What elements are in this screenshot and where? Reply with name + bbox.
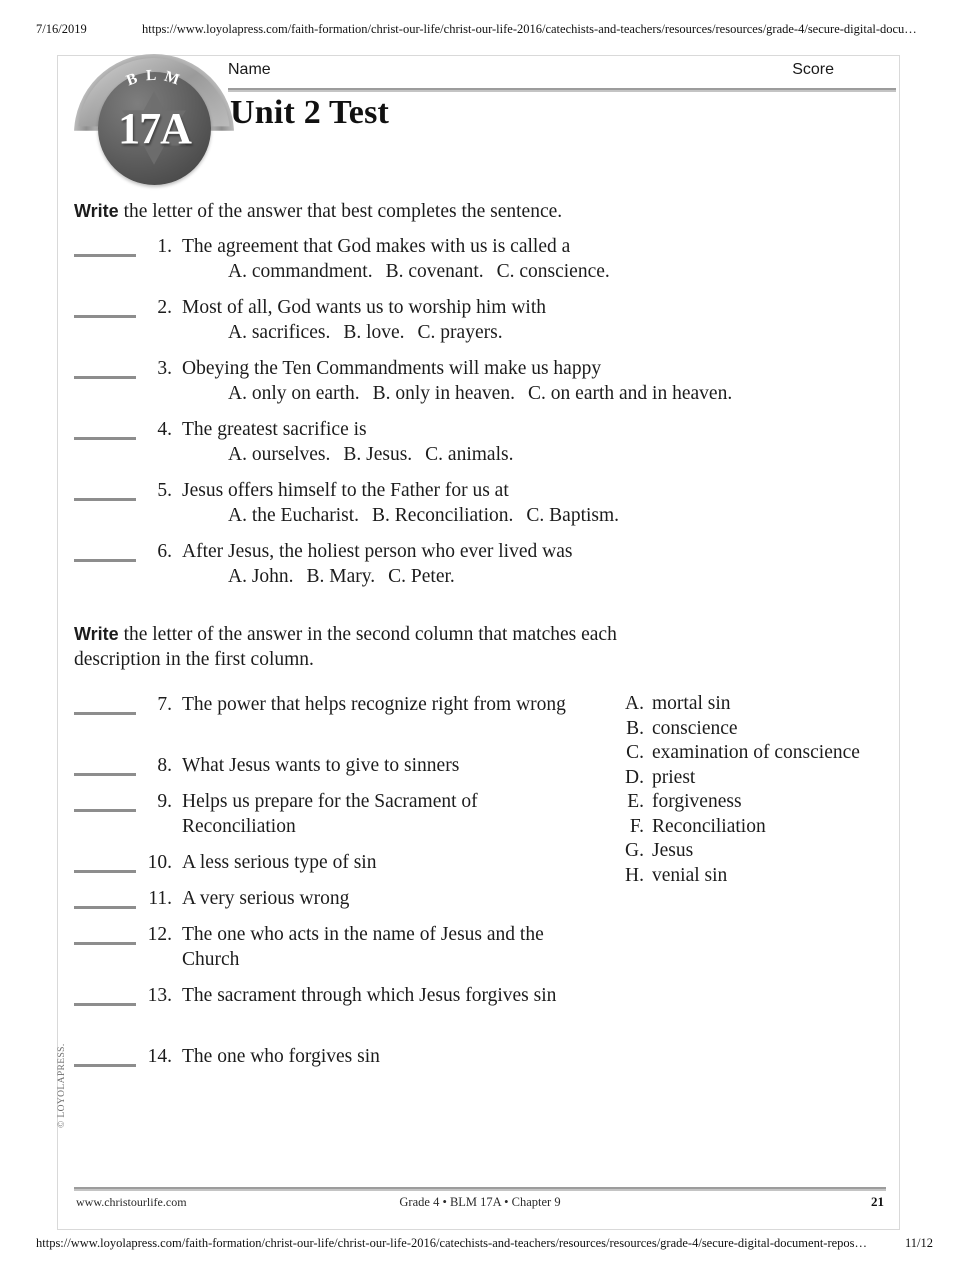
answer-bank-item[interactable]: [618, 741, 893, 766]
question-body: [182, 295, 546, 345]
question-number: 10.: [147, 852, 172, 873]
footer-rule: [74, 1187, 886, 1191]
blm-badge-logo: [74, 54, 234, 174]
question-row: [74, 478, 619, 528]
print-header-url: https://www.loyolapress.com/faith-formation/christ-our-life/christ-our-life-2016/catechists-and-teachers/resources/resources/grade-4/secure-digital-docu…: [142, 22, 917, 36]
question-stem: The one who forgives sin: [182, 1046, 380, 1067]
question-choices: [228, 381, 732, 406]
copyright-notice: © LOYOLAPRESS.: [57, 1043, 67, 1128]
question-stem: Most of all, God wants us to worship him with: [182, 297, 546, 318]
question-stem: A less serious type of sin: [182, 852, 377, 873]
answer-bank-letter: D.: [625, 766, 644, 788]
matching-row: [74, 753, 604, 778]
question-row: [74, 295, 546, 345]
question-number: 12.: [147, 924, 172, 945]
answer-bank-letter: G.: [625, 840, 644, 861]
question-number: 9.: [157, 791, 172, 812]
choice-option[interactable]: B. love.: [343, 322, 405, 343]
question-number: 5.: [157, 480, 172, 501]
answer-blank-line[interactable]: [74, 436, 136, 440]
name-score-bar: [228, 61, 896, 95]
question-stem: Jesus offers himself to the Father for us at: [182, 480, 509, 501]
header-rule: [228, 88, 896, 92]
answer-blank-line[interactable]: [74, 869, 136, 873]
worksheet-page: [57, 55, 900, 1230]
question-stem: What Jesus wants to give to sinners: [182, 755, 460, 776]
choice-option[interactable]: C. Peter.: [388, 566, 455, 587]
question-stem: Helps us prepare for the Sacrament of Reconciliation: [182, 791, 478, 837]
question-body: [182, 539, 572, 589]
question-number: 1.: [157, 236, 172, 257]
answer-bank-text: Reconciliation: [652, 815, 766, 837]
answer-bank-letter: E.: [627, 791, 644, 812]
question-choices: [228, 503, 619, 528]
question-choices: [228, 442, 513, 467]
matching-row: [74, 692, 604, 717]
question-number: 3.: [157, 358, 172, 379]
question-body: [182, 356, 732, 406]
badge-number: 17A: [118, 104, 191, 153]
question-number: 8.: [157, 755, 172, 776]
question-choices: [228, 259, 610, 284]
question-number: 6.: [157, 541, 172, 562]
answer-blank-line[interactable]: [74, 1002, 136, 1006]
answer-bank-item[interactable]: [618, 864, 893, 889]
print-footer-page: 11/12: [905, 1236, 934, 1250]
answer-bank-item[interactable]: [618, 692, 893, 717]
question-stem: The one who acts in the name of Jesus and the Church: [182, 924, 544, 970]
answer-blank-line[interactable]: [74, 497, 136, 501]
matching-row: [74, 1044, 604, 1069]
worksheet-footer: [74, 1187, 886, 1213]
browser-print-footer: [0, 1236, 979, 1254]
choice-option[interactable]: A. sacrifices.: [228, 322, 331, 343]
choice-option[interactable]: C. prayers.: [417, 322, 503, 343]
matching-row: [74, 886, 604, 911]
question-stem: The power that helps recognize right from wrong: [182, 694, 566, 715]
choice-option[interactable]: A. commandment.: [228, 261, 373, 282]
question-stem: The agreement that God makes with us is called a: [182, 236, 571, 257]
answer-bank-item[interactable]: [618, 717, 893, 742]
answer-bank-item[interactable]: [618, 815, 893, 840]
question-number: 2.: [157, 297, 172, 318]
matching-row: [74, 922, 604, 972]
badge-arc-label: B L M: [124, 66, 184, 90]
print-date: 7/16/2019: [36, 22, 87, 36]
answer-blank-line[interactable]: [74, 253, 136, 257]
browser-print-header: [0, 22, 979, 40]
answer-bank-text: Jesus: [652, 840, 694, 861]
answer-bank-text: examination of conscience: [652, 742, 860, 763]
question-row: [74, 356, 732, 406]
score-label: Score: [792, 61, 834, 78]
question-body: [182, 478, 619, 528]
answer-bank-letter: F.: [629, 815, 644, 837]
instruction-1-text: the letter of the answer that best completes the sentence.: [118, 201, 563, 222]
answer-bank-letter: A.: [625, 693, 644, 714]
answer-blank-line[interactable]: [74, 1063, 136, 1067]
answer-blank-line[interactable]: [74, 375, 136, 379]
choice-option[interactable]: C. Baptism.: [526, 505, 620, 526]
question-choices: [228, 320, 546, 345]
answer-bank-text: venial sin: [652, 864, 728, 886]
question-number: 13.: [147, 985, 172, 1006]
question-number: 11.: [148, 888, 172, 909]
matching-row: [74, 789, 604, 839]
print-footer-url: https://www.loyolapress.com/faith-formation/christ-our-life/christ-our-life-2016/catechists-and-teachers/resources/resources/grade-4/secure-digital-document-repos…: [36, 1236, 868, 1250]
instruction-2-text: the letter of the answer in the second column that matches each description in the first column.: [74, 624, 617, 670]
answer-blank-line[interactable]: [74, 711, 136, 715]
answer-blank-line[interactable]: [74, 314, 136, 318]
question-number: 4.: [157, 419, 172, 440]
footer-website: www.christourlife.com: [76, 1195, 187, 1209]
choice-option[interactable]: A. the Eucharist.: [228, 505, 360, 526]
question-body: [182, 234, 610, 284]
question-row: [74, 417, 513, 467]
choice-option[interactable]: C. conscience.: [496, 261, 610, 282]
instruction-multiple-choice: [74, 199, 854, 224]
question-stem: Obeying the Ten Commandments will make us happy: [182, 358, 602, 379]
choice-option[interactable]: C. on earth and in heaven.: [528, 383, 733, 404]
question-row: [74, 539, 572, 589]
answer-bank-letter: C.: [626, 742, 644, 763]
question-stem: A very serious wrong: [182, 888, 350, 909]
choice-option[interactable]: B. Jesus.: [343, 444, 413, 465]
answer-blank-line[interactable]: [74, 941, 136, 945]
question-stem: After Jesus, the holiest person who ever lived was: [182, 541, 573, 562]
answer-bank: [618, 692, 893, 888]
choice-option[interactable]: B. Mary.: [306, 566, 376, 587]
answer-blank-line[interactable]: [74, 905, 136, 909]
question-stem: The sacrament through which Jesus forgives sin: [182, 985, 557, 1006]
instruction-2-keyword: Write: [74, 624, 119, 644]
answer-bank-item[interactable]: [618, 790, 893, 815]
question-number: 14.: [147, 1046, 172, 1067]
answer-bank-text: forgiveness: [652, 791, 742, 812]
question-body: [182, 417, 513, 467]
choice-option[interactable]: A. ourselves.: [228, 444, 331, 465]
instruction-1-keyword: Write: [74, 201, 119, 221]
name-label: Name: [228, 61, 271, 78]
answer-blank-line[interactable]: [74, 558, 136, 562]
answer-blank-line[interactable]: [74, 808, 136, 812]
answer-bank-text: priest: [652, 766, 696, 788]
answer-bank-item[interactable]: [618, 839, 893, 864]
choice-option[interactable]: B. Reconciliation.: [372, 505, 514, 526]
page-title: Unit 2 Test: [230, 94, 390, 131]
answer-bank-letter: H.: [625, 864, 644, 886]
choice-option[interactable]: A. only on earth.: [228, 383, 360, 404]
instruction-matching: [74, 622, 694, 672]
choice-option[interactable]: B. covenant.: [385, 261, 484, 282]
answer-bank-item[interactable]: [618, 766, 893, 791]
question-number: 7.: [157, 694, 172, 715]
footer-page-number: 21: [871, 1194, 884, 1209]
matching-row: [74, 850, 604, 875]
question-row: [74, 234, 610, 284]
question-stem: The greatest sacrifice is: [182, 419, 367, 440]
choice-option[interactable]: A. John.: [228, 566, 294, 587]
answer-bank-text: mortal sin: [652, 693, 731, 714]
answer-bank-text: conscience: [652, 717, 738, 739]
footer-breadcrumb: Grade 4 • BLM 17A • Chapter 9: [399, 1195, 561, 1209]
choice-option[interactable]: C. animals.: [425, 444, 514, 465]
matching-row: [74, 983, 604, 1008]
answer-bank-letter: B.: [626, 717, 644, 739]
answer-blank-line[interactable]: [74, 772, 136, 776]
choice-option[interactable]: B. only in heaven.: [372, 383, 516, 404]
question-choices: [228, 564, 572, 589]
